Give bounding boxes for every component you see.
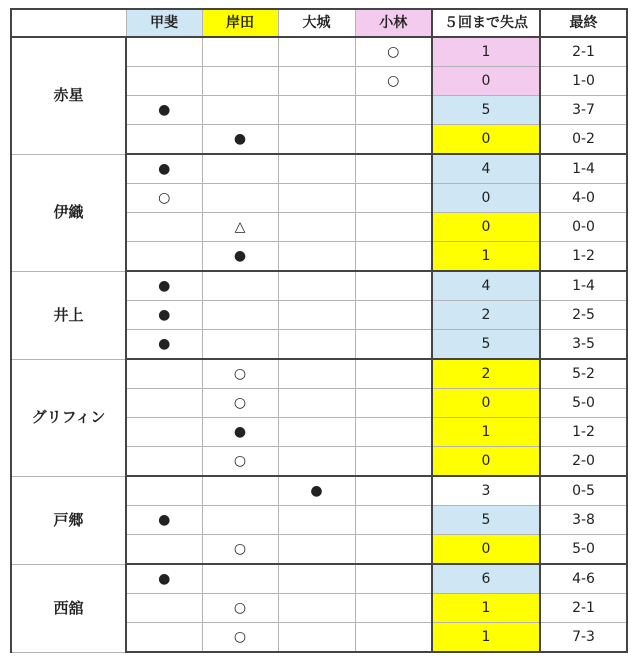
catcher-cell-kai [126, 359, 202, 389]
catcher-cell-kobayashi [355, 213, 432, 242]
runs-allowed-cell: 1 [432, 418, 540, 447]
catcher-cell-kishida: ○ [202, 447, 278, 477]
catcher-cell-oshiro [278, 594, 355, 623]
header-oshiro: 大城 [278, 9, 355, 37]
catcher-cell-kobayashi: ○ [355, 67, 432, 96]
header-kishida: 岸田 [202, 9, 278, 37]
catcher-cell-kai [126, 535, 202, 565]
catcher-cell-kai: ● [126, 330, 202, 360]
runs-allowed-cell: 2 [432, 359, 540, 389]
table-row [11, 154, 627, 184]
runs-allowed-cell: 4 [432, 154, 540, 184]
catcher-cell-kishida [202, 67, 278, 96]
catcher-cell-kai [126, 623, 202, 653]
catcher-cell-kai [126, 418, 202, 447]
catcher-cell-kobayashi: ○ [355, 37, 432, 67]
catcher-cell-kishida [202, 37, 278, 67]
catcher-cell-kobayashi [355, 506, 432, 535]
catcher-cell-oshiro [278, 389, 355, 418]
catcher-cell-kai [126, 594, 202, 623]
catcher-cell-oshiro [278, 154, 355, 184]
runs-allowed-cell: 1 [432, 623, 540, 653]
catcher-cell-kishida: ○ [202, 623, 278, 653]
catcher-cell-oshiro: ● [278, 476, 355, 506]
final-score-cell: 2-5 [540, 301, 627, 330]
catcher-cell-kishida: △ [202, 213, 278, 242]
catcher-cell-oshiro [278, 359, 355, 389]
table-row [11, 564, 627, 594]
final-score-cell: 0-2 [540, 125, 627, 155]
catcher-cell-kai: ● [126, 301, 202, 330]
final-score-cell: 3-7 [540, 96, 627, 125]
catcher-cell-oshiro [278, 623, 355, 653]
runs-allowed-cell: 5 [432, 506, 540, 535]
catcher-cell-kobayashi [355, 623, 432, 653]
catcher-cell-oshiro [278, 96, 355, 125]
final-score-cell: 0-0 [540, 213, 627, 242]
catcher-cell-kai: ● [126, 271, 202, 301]
runs-allowed-cell: 3 [432, 476, 540, 506]
final-score-cell: 2-1 [540, 594, 627, 623]
runs-allowed-cell: 0 [432, 535, 540, 565]
table-row [11, 476, 627, 506]
catcher-cell-kai [126, 37, 202, 67]
catcher-cell-oshiro [278, 564, 355, 594]
runs-allowed-cell: 5 [432, 96, 540, 125]
header-kobayashi: 小林 [355, 9, 432, 37]
header-final-score: 最終 [540, 9, 627, 37]
catcher-cell-oshiro [278, 242, 355, 272]
catcher-cell-kai: ○ [126, 184, 202, 213]
runs-allowed-cell: 1 [432, 37, 540, 67]
catcher-cell-kai [126, 242, 202, 272]
final-score-cell: 4-0 [540, 184, 627, 213]
catcher-cell-kishida [202, 184, 278, 213]
catcher-cell-kai [126, 389, 202, 418]
final-score-cell: 2-1 [540, 37, 627, 67]
catcher-cell-kobayashi [355, 535, 432, 565]
catcher-cell-oshiro [278, 184, 355, 213]
header-pitcher [11, 9, 126, 37]
runs-allowed-cell: 0 [432, 213, 540, 242]
catcher-cell-kai [126, 476, 202, 506]
results-table [10, 8, 628, 653]
pitcher-name: 西舘 [11, 564, 126, 652]
catcher-cell-kishida: ○ [202, 594, 278, 623]
catcher-cell-kobayashi [355, 271, 432, 301]
catcher-cell-oshiro [278, 418, 355, 447]
runs-allowed-cell: 5 [432, 330, 540, 360]
runs-allowed-cell: 0 [432, 447, 540, 477]
catcher-cell-kai: ● [126, 154, 202, 184]
final-score-cell: 4-6 [540, 564, 627, 594]
catcher-cell-kobayashi [355, 594, 432, 623]
catcher-cell-kobayashi [355, 184, 432, 213]
catcher-cell-oshiro [278, 535, 355, 565]
catcher-cell-kishida [202, 506, 278, 535]
catcher-cell-oshiro [278, 506, 355, 535]
catcher-cell-oshiro [278, 301, 355, 330]
final-score-cell: 1-2 [540, 242, 627, 272]
header-kai: 甲斐 [126, 9, 202, 37]
final-score-cell: 1-2 [540, 418, 627, 447]
catcher-cell-kobayashi [355, 96, 432, 125]
final-score-cell: 1-4 [540, 154, 627, 184]
runs-allowed-cell: 0 [432, 67, 540, 96]
catcher-cell-kai [126, 213, 202, 242]
pitcher-name: グリフィン [11, 359, 126, 476]
catcher-cell-kishida [202, 564, 278, 594]
final-score-cell: 3-5 [540, 330, 627, 360]
catcher-cell-oshiro [278, 125, 355, 155]
final-score-cell: 5-0 [540, 389, 627, 418]
runs-allowed-cell: 0 [432, 125, 540, 155]
catcher-cell-kishida: ○ [202, 359, 278, 389]
catcher-cell-oshiro [278, 271, 355, 301]
final-score-cell: 5-2 [540, 359, 627, 389]
final-score-cell: 2-0 [540, 447, 627, 477]
catcher-cell-kobayashi [355, 389, 432, 418]
table-row [11, 271, 627, 301]
catcher-cell-kishida: ○ [202, 389, 278, 418]
final-score-cell: 7-3 [540, 623, 627, 653]
final-score-cell: 1-0 [540, 67, 627, 96]
runs-allowed-cell: 6 [432, 564, 540, 594]
catcher-cell-kobayashi [355, 154, 432, 184]
pitcher-name: 戸郷 [11, 476, 126, 564]
catcher-cell-kishida [202, 96, 278, 125]
header-runs-allowed-5th: ５回まで失点 [432, 9, 540, 37]
catcher-cell-kishida [202, 271, 278, 301]
runs-allowed-cell: 1 [432, 242, 540, 272]
catcher-cell-kai: ● [126, 96, 202, 125]
runs-allowed-cell: 0 [432, 184, 540, 213]
final-score-cell: 3-8 [540, 506, 627, 535]
catcher-cell-kobayashi [355, 564, 432, 594]
runs-allowed-cell: 4 [432, 271, 540, 301]
catcher-cell-kobayashi [355, 359, 432, 389]
catcher-cell-kobayashi [355, 418, 432, 447]
catcher-cell-kobayashi [355, 476, 432, 506]
catcher-cell-kishida: ● [202, 242, 278, 272]
catcher-cell-oshiro [278, 213, 355, 242]
header-row [11, 9, 627, 37]
catcher-cell-kobayashi [355, 125, 432, 155]
catcher-cell-oshiro [278, 330, 355, 360]
catcher-cell-kai [126, 125, 202, 155]
final-score-cell: 0-5 [540, 476, 627, 506]
catcher-cell-kishida: ○ [202, 535, 278, 565]
catcher-cell-kishida [202, 330, 278, 360]
pitcher-name: 赤星 [11, 37, 126, 154]
runs-allowed-cell: 0 [432, 389, 540, 418]
table-row [11, 359, 627, 389]
final-score-cell: 1-4 [540, 271, 627, 301]
catcher-cell-oshiro [278, 447, 355, 477]
catcher-cell-kai [126, 67, 202, 96]
runs-allowed-cell: 1 [432, 594, 540, 623]
catcher-cell-kai: ● [126, 506, 202, 535]
runs-allowed-cell: 2 [432, 301, 540, 330]
catcher-cell-kishida: ● [202, 125, 278, 155]
catcher-cell-kai: ● [126, 564, 202, 594]
pitcher-name: 伊織 [11, 154, 126, 271]
table-row [11, 37, 627, 67]
catcher-cell-kobayashi [355, 242, 432, 272]
final-score-cell: 5-0 [540, 535, 627, 565]
catcher-cell-kishida [202, 476, 278, 506]
catcher-cell-kishida: ● [202, 418, 278, 447]
catcher-cell-oshiro [278, 67, 355, 96]
pitcher-name: 井上 [11, 271, 126, 359]
catcher-cell-kobayashi [355, 447, 432, 477]
catcher-cell-kobayashi [355, 330, 432, 360]
catcher-cell-oshiro [278, 37, 355, 67]
catcher-cell-kobayashi [355, 301, 432, 330]
catcher-cell-kishida [202, 301, 278, 330]
catcher-cell-kai [126, 447, 202, 477]
catcher-cell-kishida [202, 154, 278, 184]
